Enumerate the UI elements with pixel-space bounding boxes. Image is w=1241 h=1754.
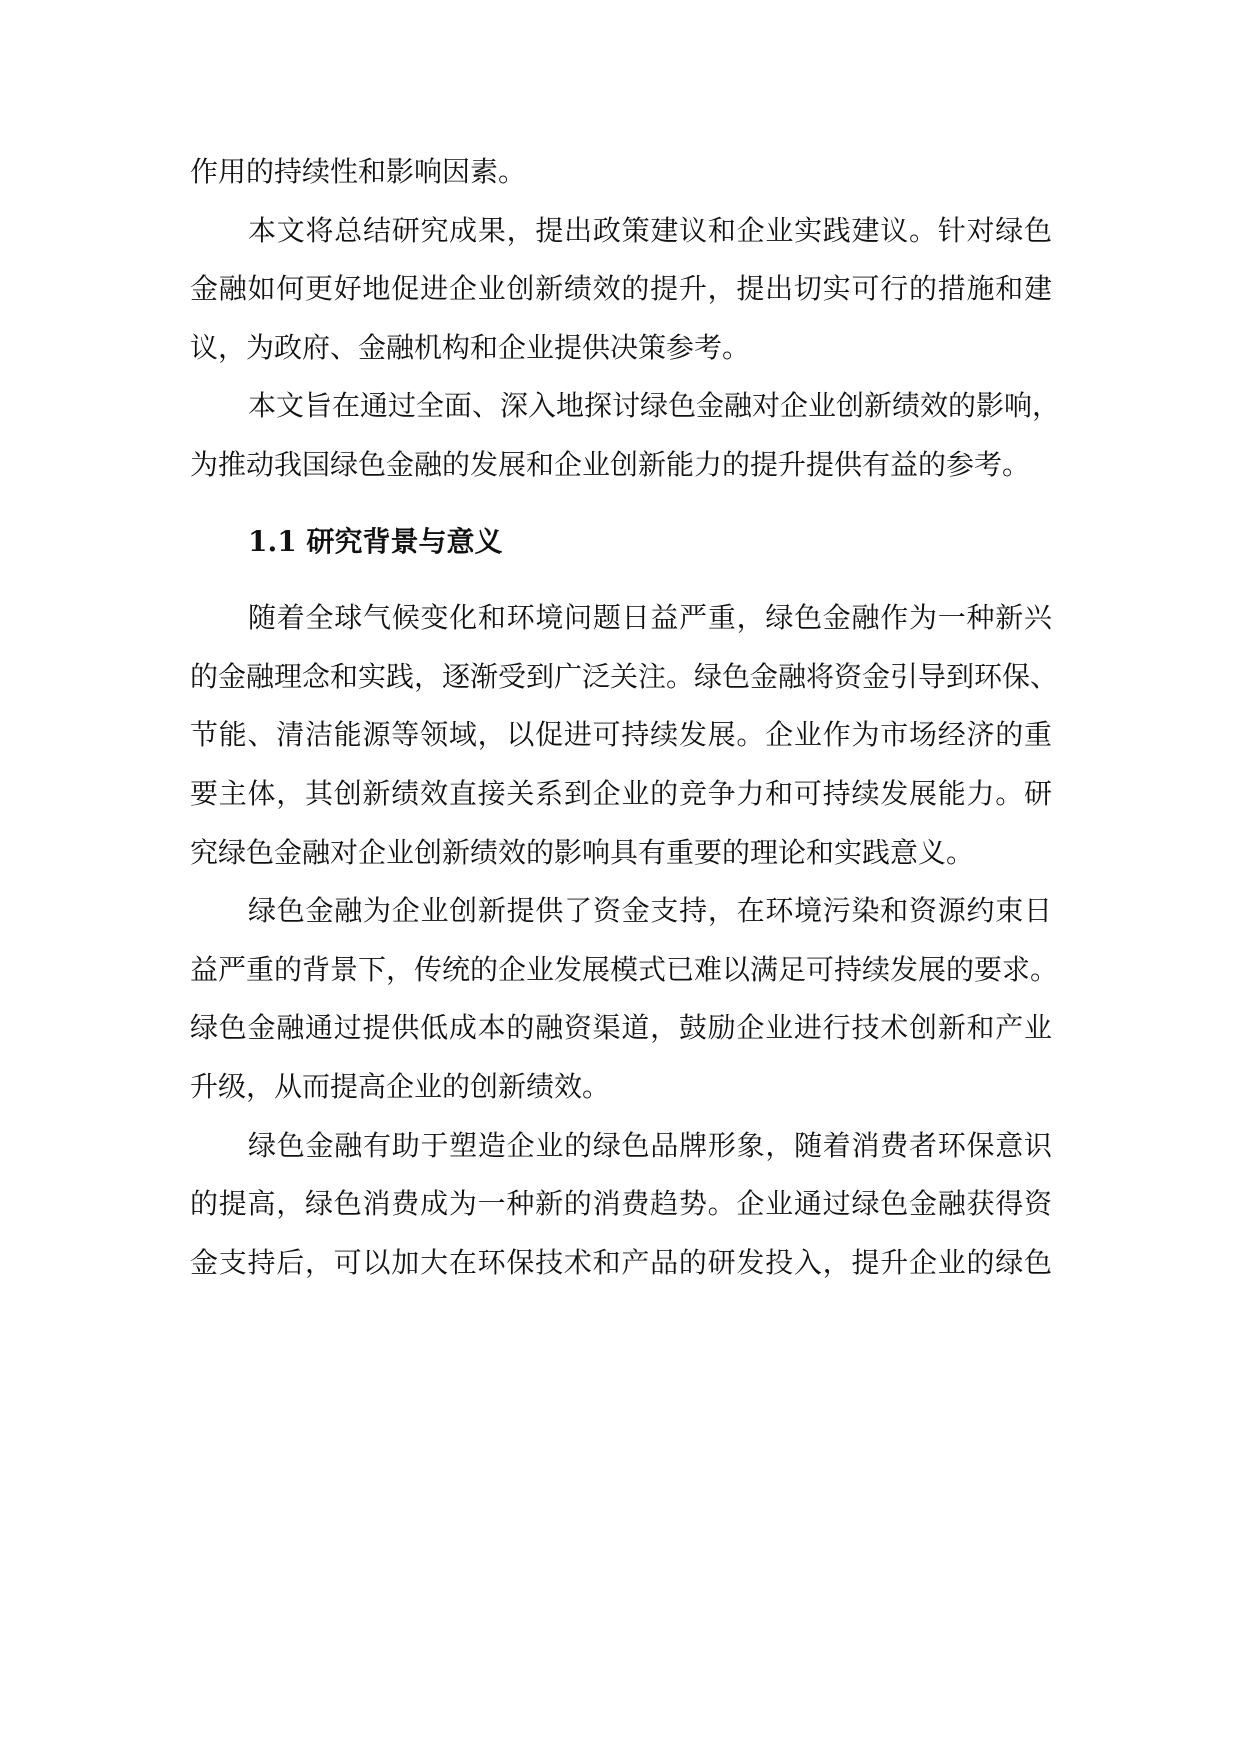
paragraph-line: 要主体，其创新绩效直接关系到企业的竞争力和可持续发展能力。研 — [190, 776, 1052, 810]
paragraph-aim — [190, 377, 1061, 494]
paragraph-line: 随着全球气候变化和环境问题日益严重，绿色金融作为一种新兴 — [248, 601, 1052, 635]
paragraph-line: 绿色金融为企业创新提供了资金支持，在环境污染和资源约束日 — [248, 894, 1052, 928]
paragraph-line: 究绿色金融对企业创新绩效的影响具有重要的理论和实践意义。 — [190, 835, 975, 869]
paragraph-line: 本文将总结研究成果，提出政策建议和企业实践建议。针对绿色 — [248, 213, 1052, 247]
paragraph-line: 的提高，绿色消费成为一种新的消费趋势。企业通过绿色金融获得资 — [190, 1187, 1052, 1221]
paragraph-line: 为推动我国绿色金融的发展和企业创新能力的提升提供有益的参考。 — [190, 447, 1031, 481]
document-body — [190, 143, 1061, 1292]
paragraph-line: 升级，从而提高企业的创新绩效。 — [190, 1069, 611, 1103]
paragraph-line: 议，为政府、金融机构和企业提供决策参考。 — [190, 330, 751, 364]
paragraph-line: 金支持后，可以加大在环保技术和产品的研发投入，提升企业的绿色 — [190, 1245, 1052, 1279]
paragraph-line: 本文旨在通过全面、深入地探讨绿色金融对企业创新绩效的影响， — [248, 389, 1061, 423]
paragraph-background — [190, 589, 1059, 882]
paragraph-line: 节能、清洁能源等领域，以促进可持续发展。企业作为市场经济的重 — [190, 718, 1052, 752]
paragraph-funding — [190, 882, 1059, 1116]
paragraph-line: 作用的持续性和影响因素。 — [190, 155, 527, 188]
paragraph-line: 益严重的背景下，传统的企业发展模式已难以满足可持续发展的要求。 — [190, 952, 1059, 986]
paragraph-line: 金融如何更好地促进企业创新绩效的提升，提出切实可行的措施和建 — [190, 272, 1052, 306]
paragraph-line: 绿色金融有助于塑造企业的绿色品牌形象，随着消费者环保意识 — [248, 1128, 1052, 1162]
paragraph-brand — [190, 1117, 1052, 1293]
paragraph-line: 的金融理念和实践，逐渐受到广泛关注。绿色金融将资金引导到环保、 — [190, 659, 1059, 693]
paragraph-line: 绿色金融通过提供低成本的融资渠道，鼓励企业进行技术创新和产业 — [190, 1011, 1052, 1045]
paragraph-summary — [190, 202, 1052, 378]
section-heading: 1.1 研究背景与意义 — [248, 524, 503, 558]
paragraph-continuation — [190, 143, 1052, 202]
